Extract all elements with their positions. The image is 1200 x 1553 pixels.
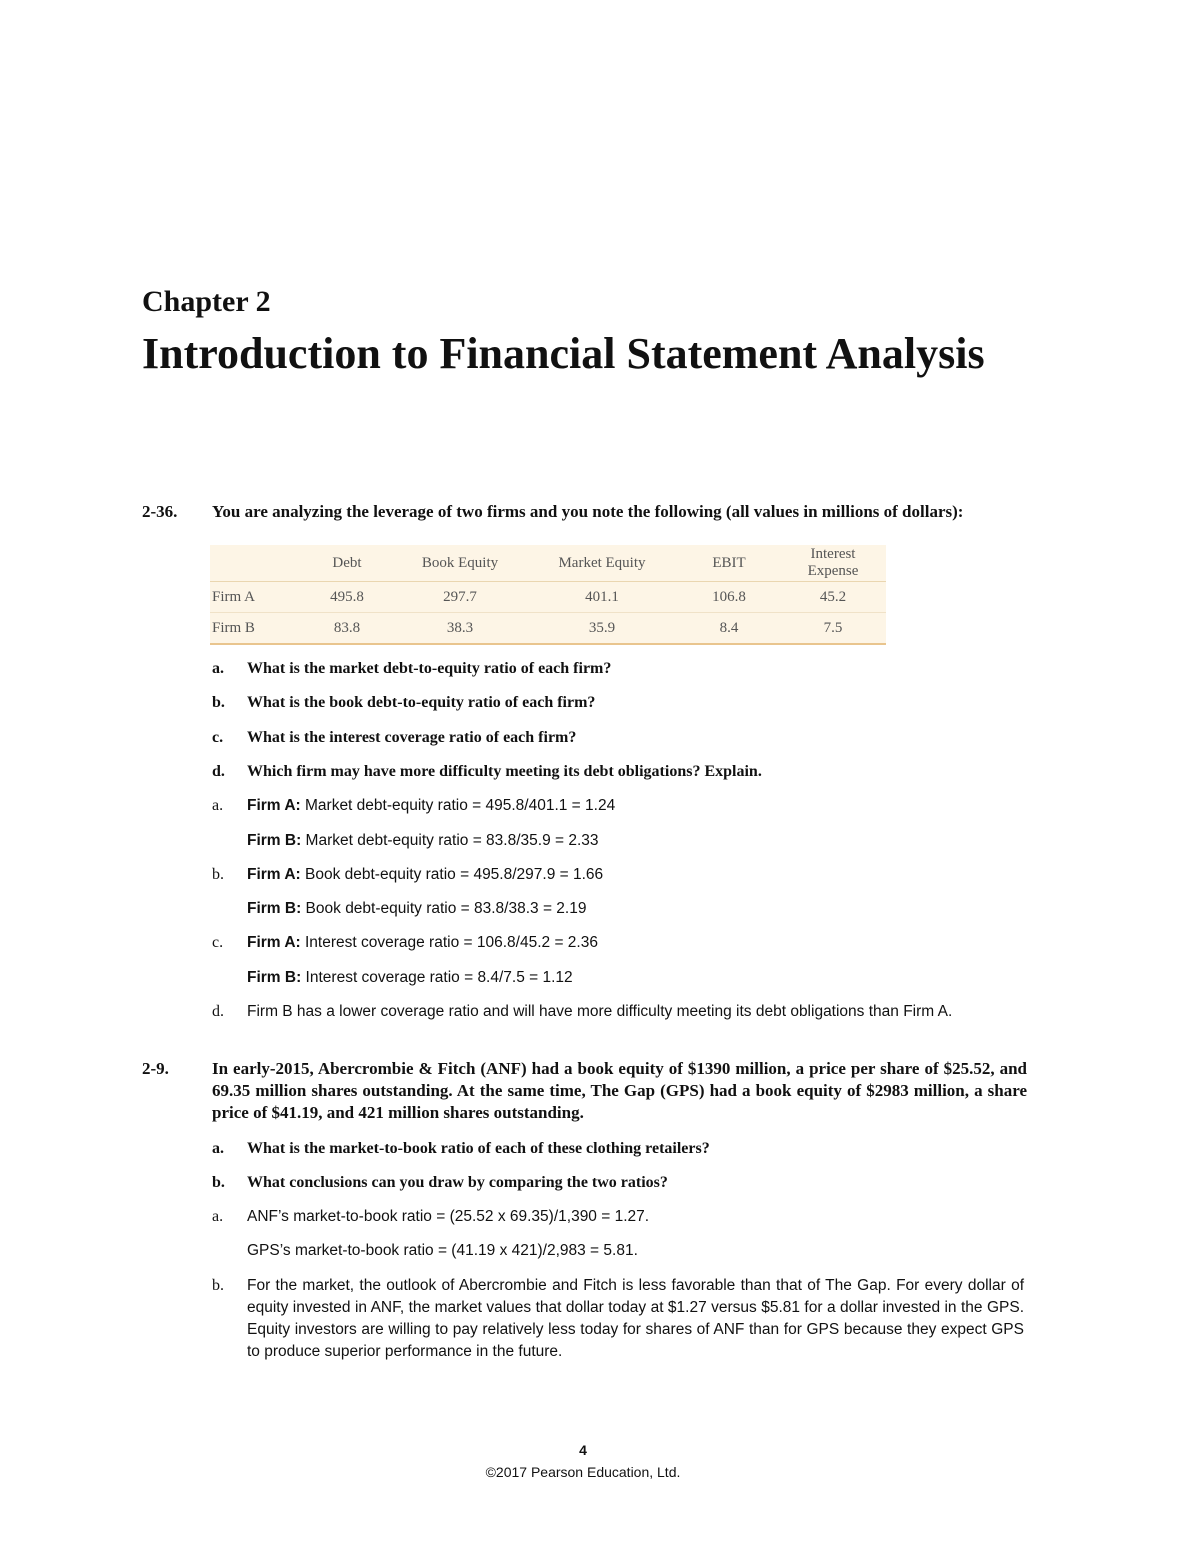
- answer-text: Interest coverage ratio = 106.8/45.2 = 2.36: [300, 934, 598, 951]
- question-letter: b.: [212, 1174, 225, 1191]
- problem-number: 2-36.: [142, 502, 178, 521]
- problem-statement: In early-2015, Abercrombie & Fitch (ANF) had a book equity of $1390 million, a price per share of $25.52, and 69.35 million shares outstanding. At the same time, The Gap (GPS) had a book equity of $2983 million, a share price of $41.19, and 421 million shares outstanding.: [212, 1059, 1027, 1122]
- answer-letter: b.: [212, 1277, 224, 1294]
- answer-firm-label: Firm A:: [247, 797, 301, 814]
- answer-text: Book debt-equity ratio = 83.8/38.3 = 2.19: [301, 900, 587, 917]
- answer-text: For the market, the outlook of Abercrombie and Fitch is less favorable than that of The Gap. For every dollar of equity invested in ANF, the market values that dollar today at $1.27 versus $5.81 for a dollar invested in the GPS. Equity investors are willing to pay relatively less today for shares of ANF than for GPS because they expect GPS to produce superior performance in the future.: [247, 1277, 1024, 1360]
- leverage-data-table: [210, 545, 886, 645]
- table-cell: 106.8: [678, 582, 780, 613]
- question-text: What is the interest coverage ratio of each firm?: [247, 729, 577, 746]
- copyright-notice: ©2017 Pearson Education, Ltd.: [485, 1464, 681, 1480]
- answer-text: Interest coverage ratio = 8.4/7.5 = 1.12: [301, 969, 573, 986]
- answer-text: Market debt-equity ratio = 83.8/35.9 = 2.33: [301, 832, 599, 849]
- table-header-cell: Debt: [300, 545, 394, 582]
- answer-firm-label: Firm B:: [247, 832, 302, 849]
- answer-firm-label: Firm A:: [247, 934, 301, 951]
- answer-letter: b.: [212, 866, 224, 883]
- answer-firm-label: Firm B:: [247, 900, 302, 917]
- page-number: 4: [579, 1442, 587, 1458]
- table-row: [210, 613, 886, 645]
- answer-letter: c.: [212, 934, 224, 951]
- table-header-cell: Market Equity: [526, 545, 678, 582]
- answer-letter: d.: [212, 1003, 224, 1020]
- answer-text: ANF’s market-to-book ratio = (25.52 x 69.35)/1,390 = 1.27.: [247, 1208, 650, 1225]
- table-row: [210, 582, 886, 613]
- question-letter: d.: [212, 763, 225, 780]
- answer-letter: a.: [212, 797, 224, 814]
- table-cell: 495.8: [300, 582, 394, 613]
- table-cell: 38.3: [446, 619, 474, 636]
- table-cell: 401.1: [526, 582, 678, 613]
- table-header-cell: Interest Expense: [780, 545, 886, 582]
- question-letter: b.: [212, 694, 225, 711]
- table-header-row: [210, 545, 886, 582]
- table-cell: 8.4: [719, 619, 739, 636]
- chapter-title: Introduction to Financial Statement Analysis: [142, 329, 985, 378]
- question-text: What conclusions can you draw by comparing the two ratios?: [247, 1174, 668, 1191]
- question-text: Which firm may have more difficulty meeting its debt obligations? Explain.: [247, 763, 762, 780]
- table-header-cell: [210, 545, 300, 582]
- problem-statement: You are analyzing the leverage of two firms and you note the following (all values in millions of dollars):: [212, 502, 964, 521]
- answer-text: GPS’s market-to-book ratio = (41.19 x 421)/2,983 = 5.81.: [247, 1242, 638, 1259]
- table-header-cell: EBIT: [678, 545, 780, 582]
- table-header-cell: Book Equity: [394, 545, 526, 582]
- question-letter: c.: [212, 729, 224, 746]
- question-text: What is the market-to-book ratio of each of these clothing retailers?: [247, 1140, 710, 1157]
- answer-text: Firm B has a lower coverage ratio and will have more difficulty meeting its debt obligations than Firm A.: [247, 1003, 953, 1020]
- table-cell: 35.9: [588, 619, 616, 636]
- question-letter: a.: [212, 660, 224, 677]
- answer-letter: a.: [212, 1208, 224, 1225]
- table-cell: Firm B: [212, 619, 255, 636]
- table-cell: 45.2: [780, 582, 886, 613]
- question-text: What is the book debt-to-equity ratio of each firm?: [247, 694, 596, 711]
- problem-number: 2-9.: [142, 1059, 169, 1078]
- answer-firm-label: Firm A:: [247, 866, 301, 883]
- question-text: What is the market debt-to-equity ratio of each firm?: [247, 660, 612, 677]
- table-cell: 7.5: [823, 619, 843, 636]
- question-letter: a.: [212, 1140, 224, 1157]
- table-cell: Firm A: [210, 582, 300, 613]
- table-cell: 297.7: [394, 582, 526, 613]
- answer-text: Book debt-equity ratio = 495.8/297.9 = 1.66: [300, 866, 604, 883]
- answer-firm-label: Firm B:: [247, 969, 302, 986]
- answer-text: Market debt-equity ratio = 495.8/401.1 = 1.24: [300, 797, 616, 814]
- chapter-label: Chapter 2: [142, 285, 271, 318]
- table-cell: 83.8: [333, 619, 361, 636]
